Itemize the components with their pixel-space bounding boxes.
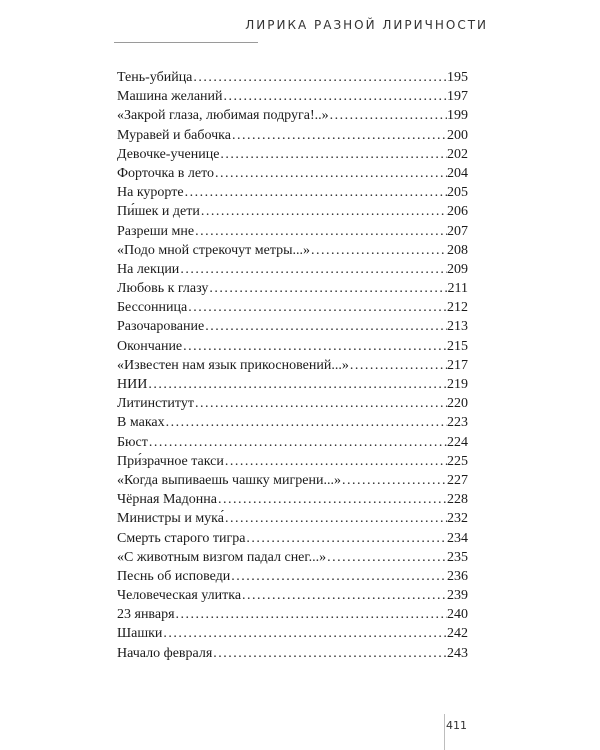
toc-entry <box>117 509 468 528</box>
toc-entry-page: 242 <box>447 626 468 642</box>
toc-entry <box>117 567 468 586</box>
toc-entry-page: 240 <box>447 607 468 623</box>
toc-entry-title: Тень-убийца <box>117 70 193 85</box>
dot-leader <box>165 413 447 432</box>
toc-entry <box>117 183 468 202</box>
toc-entry-title: Человеческая улитка <box>117 588 242 604</box>
dot-leader <box>219 145 447 164</box>
toc-entry-page: 200 <box>447 127 468 143</box>
toc-entry <box>117 317 468 336</box>
dot-leader <box>241 586 447 605</box>
toc-entry <box>117 298 468 317</box>
toc-entry-page: 234 <box>447 530 468 546</box>
toc-entry <box>117 413 468 432</box>
toc-entry-page: 209 <box>447 261 468 277</box>
toc-entry <box>117 644 468 663</box>
dot-leader <box>341 471 447 490</box>
toc-entry <box>117 452 468 471</box>
dot-leader <box>349 356 447 375</box>
dot-leader <box>212 644 447 663</box>
toc-entry <box>117 126 468 145</box>
dot-leader <box>326 548 447 567</box>
table-of-contents <box>117 68 468 663</box>
toc-entry-page: 207 <box>447 223 468 239</box>
dot-leader <box>162 624 447 643</box>
dot-leader <box>194 222 447 241</box>
toc-entry-title: «Закрой глаза, любимая подруга!..» <box>117 108 329 124</box>
margin-rule <box>444 714 445 750</box>
toc-entry-page: 212 <box>447 300 468 316</box>
toc-entry-title: Муравей и бабочка <box>117 127 231 143</box>
toc-entry <box>117 605 468 624</box>
toc-entry-page: 211 <box>447 281 468 297</box>
toc-entry-page: 224 <box>447 434 468 450</box>
toc-entry-title: Машина желаний <box>117 89 223 105</box>
toc-entry-title: Министры и мука́ <box>117 511 224 527</box>
toc-entry <box>117 375 468 394</box>
toc-entry <box>117 260 468 279</box>
toc-entry-page: 206 <box>447 204 468 220</box>
toc-entry-page: 243 <box>447 645 468 661</box>
toc-entry-page: 228 <box>447 492 468 508</box>
toc-entry-page: 195 <box>447 70 468 85</box>
toc-entry-title: Разочарование <box>117 319 205 335</box>
toc-entry-title: «С животным визгом падал снег...» <box>117 549 327 565</box>
dot-leader <box>223 87 447 106</box>
dot-leader <box>179 260 447 279</box>
toc-entry-page: 202 <box>447 146 468 162</box>
toc-entry-title: Литинститут <box>117 396 194 412</box>
dot-leader <box>231 126 447 145</box>
dot-leader <box>200 202 447 221</box>
toc-entry-title: 23 января <box>117 607 175 623</box>
header-rule <box>114 42 258 43</box>
toc-entry-page: 199 <box>447 108 468 124</box>
dot-leader <box>217 490 447 509</box>
toc-entry-title: Шашки <box>117 626 163 642</box>
toc-entry-page: 219 <box>447 377 468 392</box>
toc-entry-page: 205 <box>447 185 468 201</box>
toc-entry-title: На лекции <box>117 261 180 277</box>
dot-leader <box>184 183 447 202</box>
toc-entry-title: В маках <box>117 415 165 431</box>
toc-entry-page: 213 <box>447 319 468 335</box>
dot-leader <box>224 452 447 471</box>
toc-entry-title: Окончание <box>117 338 183 354</box>
toc-entry-page: 236 <box>447 568 468 584</box>
dot-leader <box>310 241 447 260</box>
dot-leader <box>148 433 447 452</box>
toc-entry <box>117 337 468 356</box>
toc-entry <box>117 586 468 605</box>
toc-entry-title: Форточка в лето <box>117 165 215 181</box>
toc-entry-title: Смерть старого тигра <box>117 530 246 546</box>
toc-entry-page: 215 <box>447 338 468 354</box>
toc-entry-title: Девочке-ученице <box>117 146 220 162</box>
toc-entry-title: Песнь об исповеди <box>117 568 231 584</box>
dot-leader <box>214 164 447 183</box>
toc-entry-title: Любовь к глазу <box>117 281 209 297</box>
toc-entry-page: 197 <box>447 89 468 105</box>
toc-entry-page: 225 <box>447 453 468 469</box>
dot-leader <box>224 509 447 528</box>
toc-entry-title: Разреши мне <box>117 223 195 239</box>
toc-entry <box>117 87 468 106</box>
dot-leader <box>230 567 447 586</box>
toc-entry <box>117 279 468 298</box>
dot-leader <box>194 394 447 413</box>
dot-leader <box>329 106 447 125</box>
dot-leader <box>192 68 447 87</box>
toc-entry-title: На курорте <box>117 185 184 201</box>
dot-leader <box>182 337 447 356</box>
page-number: 411 <box>446 719 467 732</box>
toc-entry-title: НИИ <box>117 377 148 392</box>
toc-entry-page: 208 <box>447 242 468 258</box>
dot-leader <box>187 298 447 317</box>
toc-entry <box>117 471 468 490</box>
toc-entry-title: Бессонница <box>117 300 188 316</box>
toc-entry <box>117 394 468 413</box>
toc-entry <box>117 68 468 87</box>
toc-entry <box>117 202 468 221</box>
toc-entry <box>117 222 468 241</box>
toc-entry <box>117 548 468 567</box>
toc-entry <box>117 433 468 452</box>
running-head: ЛИРИКА РАЗНОЙ ЛИРИЧНОСТИ <box>245 18 488 32</box>
toc-entry-title: «Подо мной стрекочут метры...» <box>117 242 311 258</box>
toc-entry-title: Чёрная Мадонна <box>117 492 217 508</box>
dot-leader <box>175 605 447 624</box>
toc-entry-page: 232 <box>447 511 468 527</box>
toc-entry-page: 227 <box>447 472 468 488</box>
toc-entry-title: Бюст <box>117 434 148 450</box>
dot-leader <box>147 375 447 394</box>
toc-entry-page: 217 <box>447 357 468 373</box>
toc-entry-title: «Известен нам язык прикосновений...» <box>117 357 349 373</box>
toc-entry-page: 223 <box>447 415 468 431</box>
toc-entry <box>117 164 468 183</box>
dot-leader <box>245 529 447 548</box>
toc-entry-title: Начало февраля <box>117 645 213 661</box>
toc-entry-title: «Когда выпиваешь чашку мигрени...» <box>117 472 341 488</box>
toc-entry-title: Пи́шек и дети <box>117 204 200 220</box>
toc-entry <box>117 106 468 125</box>
toc-entry-page: 220 <box>447 396 468 412</box>
toc-entry-page: 235 <box>447 549 468 565</box>
toc-entry <box>117 624 468 643</box>
toc-entry <box>117 241 468 260</box>
toc-entry-page: 239 <box>447 588 468 604</box>
toc-entry-page: 204 <box>447 165 468 181</box>
dot-leader <box>208 279 447 298</box>
toc-entry <box>117 145 468 164</box>
toc-entry-title: При́зрачное такси <box>117 453 224 469</box>
toc-entry <box>117 529 468 548</box>
dot-leader <box>204 317 447 336</box>
toc-entry <box>117 356 468 375</box>
toc-entry <box>117 490 468 509</box>
